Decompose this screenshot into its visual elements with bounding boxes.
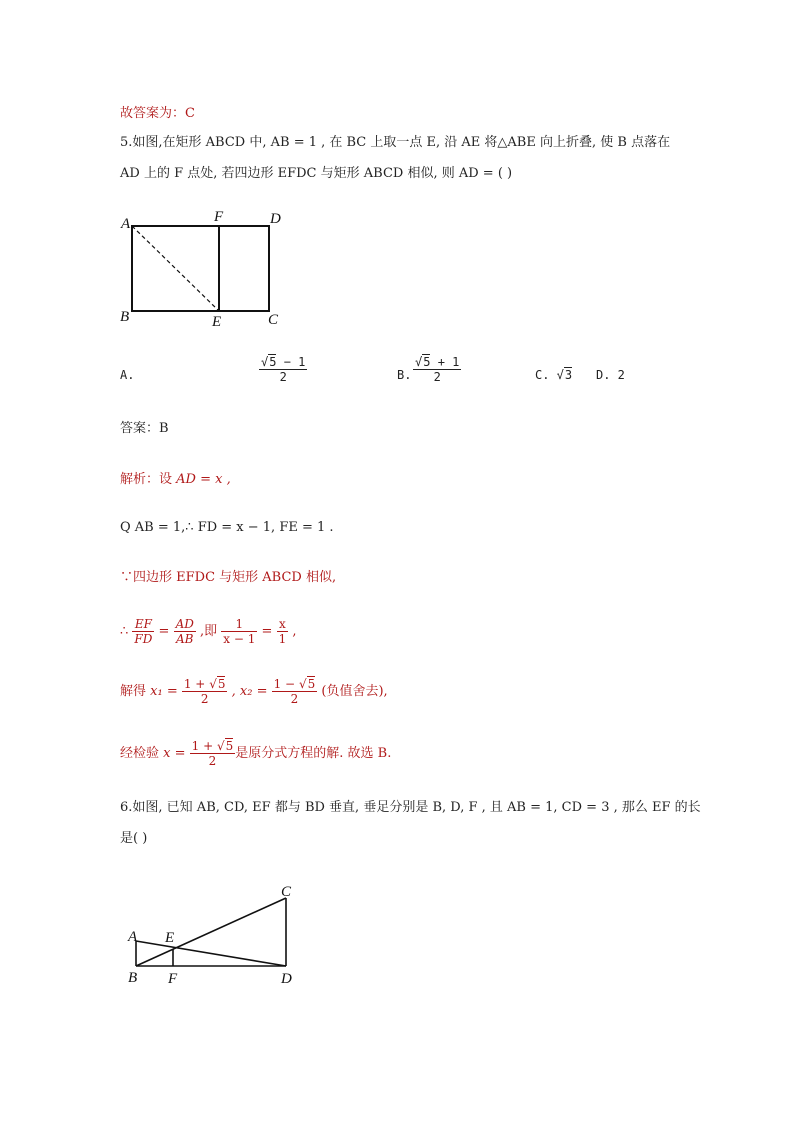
analysis-step1: Q AB = 1,∴ FD = x − 1, FE = 1 . xyxy=(120,520,334,535)
label-f: F xyxy=(168,971,178,987)
label-c: C xyxy=(268,312,279,328)
label-a: A xyxy=(121,216,131,232)
q5-line1: 5.如图,在矩形 ABCD 中, AB = 1 , 在 BC 上取一点 E, 沿 AE 将△ABE 向上折叠, 使 B 点落在 xyxy=(120,135,671,150)
q5-answer: 答案：B xyxy=(120,421,169,436)
fold-line-ae xyxy=(132,226,219,311)
option-b-label: B. xyxy=(397,368,412,382)
label-e: E xyxy=(165,930,175,946)
analysis-step5: 经检验 x = $\frac{1 + √5}{2}$ 是原分式方程的解. 故选 B. xyxy=(120,739,392,768)
label-b: B xyxy=(120,309,130,325)
label-f: F xyxy=(214,209,224,225)
label-e: E xyxy=(212,314,222,330)
label-c: C xyxy=(281,884,292,900)
label-a: A xyxy=(128,929,138,945)
analysis-step2: ∵四边形 EFDC 与矩形 ABCD 相似, xyxy=(120,570,337,585)
option-a-label: A. xyxy=(120,368,135,382)
q5-figure xyxy=(112,204,292,334)
analysis-step4: 解得 x₁ = $\frac{1 + √5}{2}$ , x₂ = $\frac{1 - √5}{2}$ (负值舍去), xyxy=(120,677,388,706)
rectangle-abcd xyxy=(132,226,269,311)
segment-bc xyxy=(136,898,286,966)
option-d: D. 2 xyxy=(596,368,625,382)
option-b-value: $\frac{√5 + 1}{2}$ xyxy=(415,355,460,384)
q5-line2: AD 上的 F 点处, 若四边形 EFDC 与矩形 ABCD 相似, 则 AD = ( ) xyxy=(120,166,513,181)
label-d: D xyxy=(270,211,281,227)
label-b: B xyxy=(128,970,138,986)
segment-ad xyxy=(136,941,286,966)
analysis-step3: ∴ $\frac{EF}{FD}$ = $\frac{AD}{AB}$ ,即 $\frac{1}{x - 1}$ = $\frac{x}{1}$ , xyxy=(120,617,297,646)
q6-figure xyxy=(118,878,308,993)
label-d: D xyxy=(281,971,292,987)
option-a-value: $\frac{√5 - 1}{2}$ xyxy=(261,355,306,384)
option-c: C. √3 xyxy=(535,368,573,382)
analysis-line: 解析：设 AD = x , xyxy=(120,472,231,487)
previous-answer: 故答案为：C xyxy=(120,106,195,121)
q6-line1: 6.如图, 已知 AB, CD, EF 都与 BD 垂直, 垂足分别是 B, D, F , 且 AB = 1, CD = 3 , 那么 EF 的长 xyxy=(120,800,701,815)
q6-line2: 是( ) xyxy=(120,831,148,846)
